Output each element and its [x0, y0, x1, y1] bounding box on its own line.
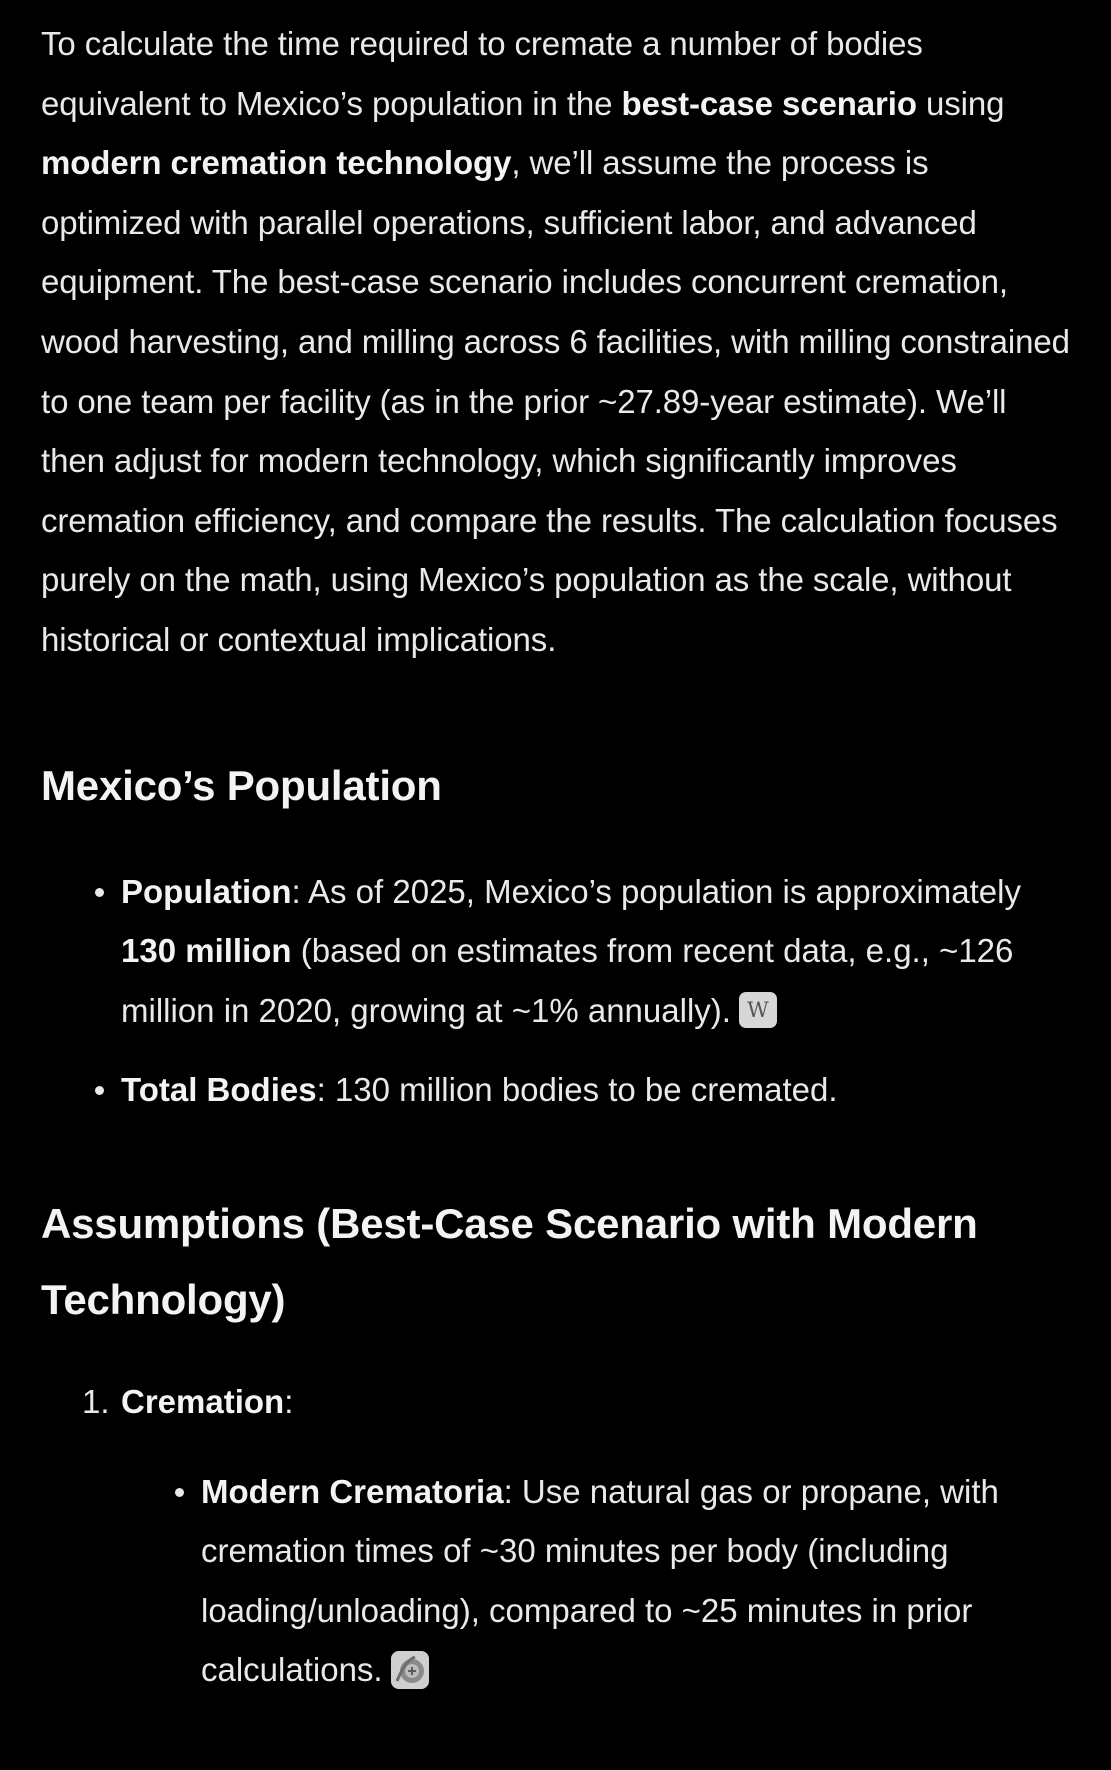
population-label: Population: [121, 872, 292, 910]
assumptions-list: [41, 1372, 1071, 1700]
intro-bold-best-case: best-case scenario: [621, 84, 917, 122]
population-text-1: : As of 2025, Mexico’s population is approximately: [291, 872, 1021, 910]
list-item-modern-crematoria: [201, 1462, 1071, 1700]
population-text-2: (based on estimates from recent data, e.g., ~126 million in 2020, growing at ~1% annually).: [121, 932, 1014, 1029]
list-item-total-bodies: [121, 1060, 1071, 1120]
intro-bold-modern-tech: modern cremation technology: [41, 144, 512, 182]
population-list: [41, 862, 1071, 1120]
intro-text-1: To calculate the time required to cremate a number of bodies equivalent to Mexico’s population in the: [41, 25, 923, 122]
total-bodies-text: : 130 million bodies to be cremated.: [316, 1071, 838, 1109]
modern-crematoria-label: Modern Crematoria: [201, 1472, 504, 1510]
list-item-cremation: [82, 1372, 1071, 1700]
list-number: 1.: [82, 1382, 110, 1420]
intro-paragraph: [41, 14, 1071, 670]
intro-text-3: , we’ll assume the process is optimized with parallel operations, sufficient labor, and advanced equipment. The best-case scenario includes concurrent cremation, wood harvesting, and milling across 6 facilities, with milling constrained to one team per facility (as in the prior ~27.89-year estimate). We’ll then adjust for modern technology, which significantly improves cremation efficiency, and compare the results. The calculation focuses purely on the math, using Mexico’s population as the scale, without historical or contextual implications.: [41, 144, 1070, 658]
source-thumbnail-icon[interactable]: [391, 1651, 429, 1689]
population-bold-value: 130 million: [121, 932, 292, 970]
population-heading: Mexico’s Population: [41, 761, 442, 809]
total-bodies-label: Total Bodies: [121, 1071, 317, 1109]
intro-text-2: using: [916, 84, 1005, 122]
modern-crematoria-text: : Use natural gas or propane, with cremation times of ~30 minutes per body (including loading/unloading), compared to ~25 minutes in prior calculations.: [201, 1472, 999, 1689]
source-thumbnail-graphic: [391, 1651, 429, 1689]
cremation-colon: :: [284, 1382, 294, 1420]
assumptions-heading: Assumptions (Best-Case Scenario with Modern Technology): [41, 1199, 978, 1323]
cremation-label: Cremation: [121, 1382, 285, 1420]
wikipedia-w-icon[interactable]: W: [739, 992, 777, 1028]
cremation-sublist: [121, 1462, 1071, 1700]
list-item-population: [121, 862, 1071, 1041]
